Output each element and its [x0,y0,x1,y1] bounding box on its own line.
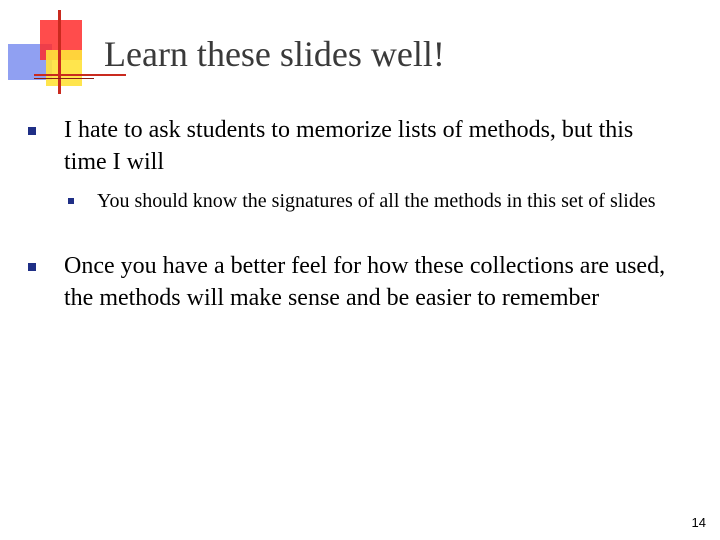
sub-bullet-item [68,187,658,215]
bullet-text: Once you have a better feel for how these collections are used, the methods will make sense and be easier to remember [64,253,666,311]
sub-bullet-text: You should know the signatures of all the methods in this set of slides [97,190,656,212]
page-number: 14 [691,515,706,530]
bullet-text: I hate to ask students to memorize lists of methods, but this time I will [64,117,634,175]
square-bullet-icon [28,127,36,135]
bullet-item [28,114,668,178]
slide-title: Learn these slides well! [104,34,445,74]
corner-squares-logo [0,0,110,100]
square-bullet-icon [68,198,74,204]
logo-vertical-line [58,10,61,94]
logo-horizontal-line-thin [34,78,94,79]
square-bullet-icon [28,263,36,271]
logo-yellow-square [46,50,82,86]
bullet-item [28,250,668,314]
